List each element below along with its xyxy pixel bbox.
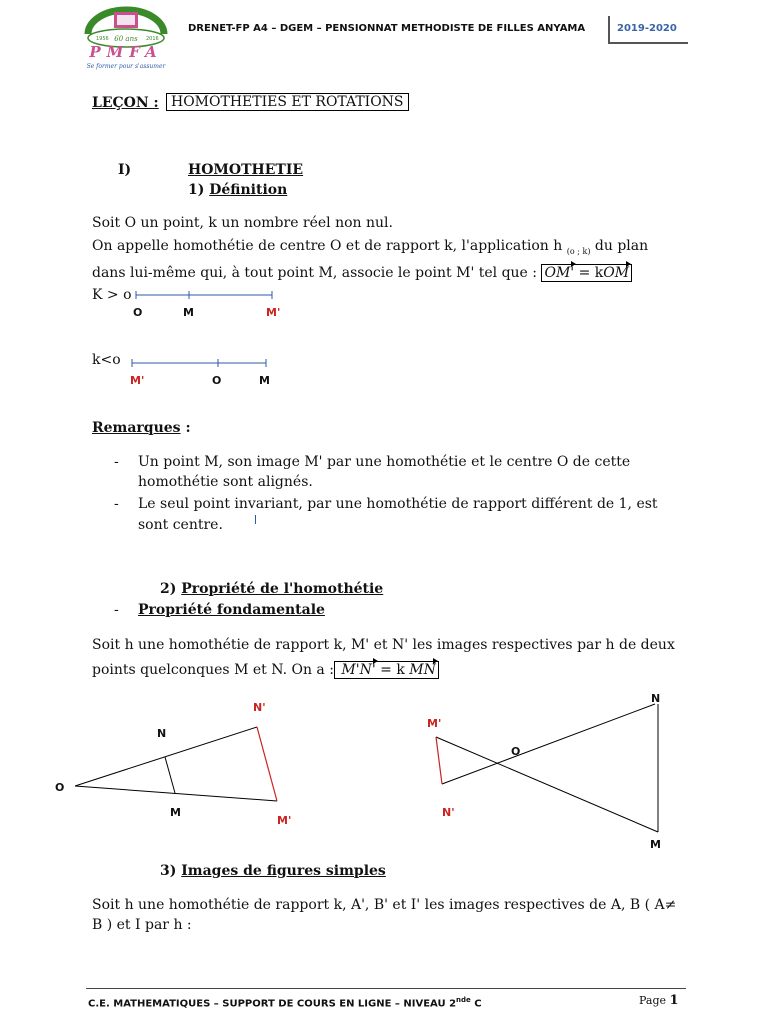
fig-left-point-m-prime: M' <box>277 814 292 827</box>
point-m: M <box>259 374 270 387</box>
remarks-heading: Remarques : <box>92 420 191 436</box>
definition-title: Définition <box>209 182 288 198</box>
fig-left-point-m: M <box>170 806 181 819</box>
page-number: Page 1 <box>639 993 679 1008</box>
header-rule <box>608 42 688 44</box>
images-heading: 3) Images de figures simples <box>160 863 386 879</box>
homothety-figure-positive <box>0 690 768 860</box>
header-divider <box>608 16 610 42</box>
definition-heading <box>188 183 287 197</box>
fig-right-point-n-prime: N' <box>442 806 455 819</box>
fig-left-point-n: N <box>157 727 167 740</box>
svg-text:1956: 1956 <box>96 36 109 42</box>
point-o: O <box>133 306 143 319</box>
fig-left-point-o: O <box>55 781 65 794</box>
section-title: HOMOTHETIE <box>188 162 304 178</box>
property-formula: M'N' = k MN <box>334 661 439 679</box>
negative-number-line <box>126 356 276 370</box>
remark-item: Le seul point invariant, par une homothétie de rapport différent de 1, est <box>138 496 658 512</box>
header-year: 2019-2020 <box>617 23 677 34</box>
header-title: DRENET-FP A4 – DGEM – PENSIONNAT METHODISTE DE FILLES ANYAMA <box>188 23 586 34</box>
point-m-prime: M' <box>266 306 281 319</box>
positive-number-line <box>130 288 280 302</box>
fig-left-point-n-prime: N' <box>253 701 266 714</box>
bullet-dash: - <box>114 454 119 470</box>
negative-line-label: k<o <box>92 352 121 368</box>
bullet-dash: - <box>114 496 119 512</box>
definition-line-3: dans lui-même qui, à tout point M, associe le point M' tel que : OM' = kOM <box>92 266 632 280</box>
lesson-label: LEÇON : <box>92 95 159 111</box>
images-line-1: Soit h une homothétie de rapport k, A', B' et I' les images respectives de A, B ( A≠ <box>92 897 677 913</box>
property-line-1: Soit h une homothétie de rapport k, M' et N' les images respectives par h de deux <box>92 637 675 653</box>
remark-item: Un point M, son image M' par une homothétie et le centre O de cette <box>138 454 631 470</box>
fig-right-point-o: O <box>511 745 521 758</box>
remark-item: sont centre. <box>138 517 223 533</box>
svg-text:2016: 2016 <box>146 36 159 42</box>
property-subheading: Propriété fondamentale <box>138 602 325 618</box>
text-cursor-mark <box>255 515 256 524</box>
definition-line-1: Soit O un point, k un nombre réel non nul. <box>92 215 393 231</box>
fig-right-point-n: N <box>651 692 661 705</box>
bullet-dash: - <box>114 602 119 618</box>
definition-formula: OM' = kOM <box>541 264 632 282</box>
footer-rule <box>86 988 686 989</box>
definition-num: 1) <box>188 182 205 198</box>
point-m-prime: M' <box>130 374 145 387</box>
images-line-2: B ) et I par h : <box>92 917 192 933</box>
svg-text:PMFA: PMFA <box>89 43 163 61</box>
fig-right-point-m-prime: M' <box>427 717 442 730</box>
svg-text:60 ans: 60 ans <box>114 35 138 43</box>
remark-item: homothétie sont alignés. <box>138 474 313 490</box>
positive-line-label: K > o <box>92 287 132 303</box>
property-line-2: points quelconques M et N. On a : M'N' = k MN <box>92 663 439 677</box>
point-m: M <box>183 306 194 319</box>
svg-text:Se former pour s'assumer: Se former pour s'assumer <box>86 63 166 70</box>
school-logo <box>76 6 176 72</box>
definition-line-2: On appelle homothétie de centre O et de rapport k, l'application h $_{(o ; k)}$ du plan <box>92 238 649 256</box>
section-number: I) <box>118 162 132 178</box>
property-heading: 2) Propriété de l'homothétie <box>160 581 384 597</box>
lesson-title: HOMOTHETIES ET ROTATIONS <box>166 93 409 111</box>
point-o: O <box>212 374 222 387</box>
fig-right-point-m: M <box>650 838 661 851</box>
footer-text: C.E. MATHEMATIQUES – SUPPORT DE COURS EN LIGNE – NIVEAU 2nde C <box>88 996 482 1010</box>
